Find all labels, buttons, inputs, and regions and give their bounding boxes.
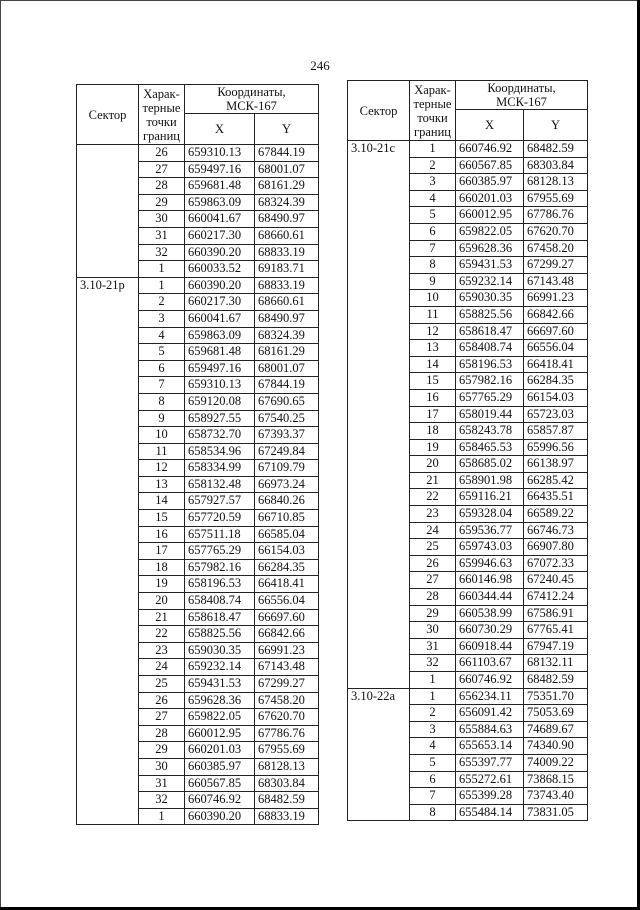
y-coordinate-cell: 68490.97 <box>255 211 319 228</box>
x-coordinate-cell: 657765.29 <box>185 543 255 560</box>
table-row <box>77 145 319 162</box>
point-number-cell: 15 <box>139 510 185 527</box>
y-coordinate-cell: 74689.67 <box>524 721 588 738</box>
point-number-cell: 7 <box>410 240 456 257</box>
y-coordinate-cell: 75351.70 <box>524 688 588 705</box>
y-coordinate-cell: 66842.66 <box>524 306 588 323</box>
point-number-cell: 30 <box>139 758 185 775</box>
point-number-cell: 10 <box>410 290 456 307</box>
x-coordinate-cell: 660217.30 <box>185 227 255 244</box>
point-number-cell: 18 <box>139 559 185 576</box>
x-coordinate-cell: 657982.16 <box>185 559 255 576</box>
y-coordinate-cell: 67786.76 <box>524 207 588 224</box>
point-number-cell: 6 <box>139 360 185 377</box>
x-coordinate-cell: 658618.47 <box>185 609 255 626</box>
y-coordinate-cell: 75053.69 <box>524 705 588 722</box>
y-coordinate-cell: 68482.59 <box>524 141 588 158</box>
point-number-cell: 29 <box>410 605 456 622</box>
y-coordinate-cell: 68161.29 <box>255 178 319 195</box>
y-coordinate-cell: 66710.85 <box>255 510 319 527</box>
y-coordinate-cell: 67072.33 <box>524 555 588 572</box>
y-coordinate-cell: 73743.40 <box>524 788 588 805</box>
point-number-cell: 1 <box>139 808 185 825</box>
x-coordinate-cell: 660033.52 <box>185 261 255 278</box>
x-coordinate-cell: 659628.36 <box>456 240 524 257</box>
point-number-cell: 1 <box>410 688 456 705</box>
point-number-cell: 16 <box>410 389 456 406</box>
x-coordinate-cell: 657765.29 <box>456 389 524 406</box>
y-coordinate-cell: 67947.19 <box>524 638 588 655</box>
point-number-cell: 3 <box>139 310 185 327</box>
y-coordinate-cell: 73831.05 <box>524 804 588 821</box>
y-coordinate-cell: 67765.41 <box>524 622 588 639</box>
header-points-text: Харак- терные точки границ <box>142 86 181 143</box>
coordinates-table-left <box>76 84 319 825</box>
x-coordinate-cell: 660385.97 <box>185 758 255 775</box>
y-coordinate-cell: 66285.42 <box>524 472 588 489</box>
x-coordinate-cell: 660012.95 <box>456 207 524 224</box>
y-coordinate-cell: 67955.69 <box>255 742 319 759</box>
header-y: Y <box>524 110 588 141</box>
x-coordinate-cell: 659536.77 <box>456 522 524 539</box>
y-coordinate-cell: 66842.66 <box>255 626 319 643</box>
x-coordinate-cell: 660730.29 <box>456 622 524 639</box>
x-coordinate-cell: 659497.16 <box>185 360 255 377</box>
x-coordinate-cell: 659120.08 <box>185 393 255 410</box>
point-number-cell: 12 <box>139 460 185 477</box>
y-coordinate-cell: 68001.07 <box>255 161 319 178</box>
y-coordinate-cell: 68833.19 <box>255 808 319 825</box>
y-coordinate-cell: 67620.70 <box>255 709 319 726</box>
point-number-cell: 9 <box>410 273 456 290</box>
coordinates-table-right <box>347 80 588 821</box>
y-coordinate-cell: 67240.45 <box>524 572 588 589</box>
point-number-cell: 22 <box>410 489 456 506</box>
y-coordinate-cell: 66697.60 <box>524 323 588 340</box>
x-coordinate-cell: 655397.77 <box>456 754 524 771</box>
point-number-cell: 1 <box>139 277 185 294</box>
y-coordinate-cell: 67393.37 <box>255 427 319 444</box>
x-coordinate-cell: 658196.53 <box>185 576 255 593</box>
point-number-cell: 4 <box>410 738 456 755</box>
y-coordinate-cell: 68833.19 <box>255 244 319 261</box>
x-coordinate-cell: 656091.42 <box>456 705 524 722</box>
point-number-cell: 31 <box>410 638 456 655</box>
point-number-cell: 26 <box>139 692 185 709</box>
point-number-cell: 16 <box>139 526 185 543</box>
point-number-cell: 5 <box>139 344 185 361</box>
y-coordinate-cell: 66418.41 <box>255 576 319 593</box>
y-coordinate-cell: 69183.71 <box>255 261 319 278</box>
sector-cell: 3.10-21р <box>77 277 139 825</box>
x-coordinate-cell: 660201.03 <box>456 190 524 207</box>
y-coordinate-cell: 66154.03 <box>524 389 588 406</box>
header-x: X <box>185 114 255 145</box>
header-y: Y <box>255 114 319 145</box>
x-coordinate-cell: 658465.53 <box>456 439 524 456</box>
y-coordinate-cell: 65857.87 <box>524 423 588 440</box>
x-coordinate-cell: 657511.18 <box>185 526 255 543</box>
x-coordinate-cell: 656234.11 <box>456 688 524 705</box>
point-number-cell: 14 <box>139 493 185 510</box>
point-number-cell: 28 <box>410 589 456 606</box>
point-number-cell: 27 <box>139 709 185 726</box>
page-edge-left <box>0 0 1 910</box>
x-coordinate-cell: 660746.92 <box>456 672 524 689</box>
point-number-cell: 18 <box>410 423 456 440</box>
x-coordinate-cell: 659822.05 <box>456 223 524 240</box>
table-body-left <box>77 145 319 825</box>
table-row <box>77 277 319 294</box>
y-coordinate-cell: 73868.15 <box>524 771 588 788</box>
y-coordinate-cell: 65996.56 <box>524 439 588 456</box>
point-number-cell: 5 <box>410 754 456 771</box>
point-number-cell: 17 <box>139 543 185 560</box>
y-coordinate-cell: 67109.79 <box>255 460 319 477</box>
x-coordinate-cell: 659328.04 <box>456 506 524 523</box>
point-number-cell: 1 <box>139 261 185 278</box>
x-coordinate-cell: 658685.02 <box>456 456 524 473</box>
y-coordinate-cell: 68128.13 <box>524 174 588 191</box>
point-number-cell: 23 <box>410 506 456 523</box>
point-number-cell: 11 <box>410 306 456 323</box>
y-coordinate-cell: 67586.91 <box>524 605 588 622</box>
point-number-cell: 24 <box>139 659 185 676</box>
y-coordinate-cell: 66284.35 <box>524 373 588 390</box>
y-coordinate-cell: 66991.23 <box>524 290 588 307</box>
x-coordinate-cell: 660201.03 <box>185 742 255 759</box>
point-number-cell: 2 <box>410 157 456 174</box>
x-coordinate-cell: 661103.67 <box>456 655 524 672</box>
x-coordinate-cell: 658334.99 <box>185 460 255 477</box>
x-coordinate-cell: 658732.70 <box>185 427 255 444</box>
header-points <box>139 85 185 145</box>
x-coordinate-cell: 659946.63 <box>456 555 524 572</box>
y-coordinate-cell: 68001.07 <box>255 360 319 377</box>
y-coordinate-cell: 68482.59 <box>255 792 319 809</box>
point-number-cell: 12 <box>410 323 456 340</box>
y-coordinate-cell: 67540.25 <box>255 410 319 427</box>
header-x: X <box>456 110 524 141</box>
x-coordinate-cell: 660012.95 <box>185 725 255 742</box>
x-coordinate-cell: 659310.13 <box>185 145 255 162</box>
y-coordinate-cell: 68132.11 <box>524 655 588 672</box>
y-coordinate-cell: 74340.90 <box>524 738 588 755</box>
point-number-cell: 9 <box>139 410 185 427</box>
point-number-cell: 23 <box>139 642 185 659</box>
x-coordinate-cell: 659681.48 <box>185 178 255 195</box>
x-coordinate-cell: 658408.74 <box>456 340 524 357</box>
x-coordinate-cell: 658019.44 <box>456 406 524 423</box>
x-coordinate-cell: 660918.44 <box>456 638 524 655</box>
x-coordinate-cell: 658927.55 <box>185 410 255 427</box>
x-coordinate-cell: 657720.59 <box>185 510 255 527</box>
table-body-right <box>348 141 588 821</box>
y-coordinate-cell: 67955.69 <box>524 190 588 207</box>
x-coordinate-cell: 659863.09 <box>185 194 255 211</box>
x-coordinate-cell: 660385.97 <box>456 174 524 191</box>
y-coordinate-cell: 66746.73 <box>524 522 588 539</box>
point-number-cell: 7 <box>139 377 185 394</box>
x-coordinate-cell: 658825.56 <box>185 626 255 643</box>
y-coordinate-cell: 66154.03 <box>255 543 319 560</box>
point-number-cell: 21 <box>410 472 456 489</box>
point-number-cell: 2 <box>139 294 185 311</box>
point-number-cell: 19 <box>410 439 456 456</box>
x-coordinate-cell: 659822.05 <box>185 709 255 726</box>
x-coordinate-cell: 660567.85 <box>185 775 255 792</box>
y-coordinate-cell: 68660.61 <box>255 227 319 244</box>
y-coordinate-cell: 66138.97 <box>524 456 588 473</box>
header-points <box>410 81 456 141</box>
y-coordinate-cell: 66284.35 <box>255 559 319 576</box>
x-coordinate-cell: 657982.16 <box>456 373 524 390</box>
x-coordinate-cell: 660390.20 <box>185 277 255 294</box>
y-coordinate-cell: 67690.65 <box>255 393 319 410</box>
header-sector: Сектор <box>77 85 139 145</box>
y-coordinate-cell: 67249.84 <box>255 443 319 460</box>
point-number-cell: 6 <box>410 771 456 788</box>
y-coordinate-cell: 67620.70 <box>524 223 588 240</box>
y-coordinate-cell: 68482.59 <box>524 672 588 689</box>
y-coordinate-cell: 68324.39 <box>255 194 319 211</box>
x-coordinate-cell: 659310.13 <box>185 377 255 394</box>
point-number-cell: 8 <box>410 257 456 274</box>
x-coordinate-cell: 655484.14 <box>456 804 524 821</box>
header-points-text: Харак- терные точки границ <box>413 82 452 139</box>
x-coordinate-cell: 660746.92 <box>185 792 255 809</box>
point-number-cell: 8 <box>139 393 185 410</box>
point-number-cell: 2 <box>410 705 456 722</box>
x-coordinate-cell: 658243.78 <box>456 423 524 440</box>
y-coordinate-cell: 67458.20 <box>524 240 588 257</box>
point-number-cell: 30 <box>410 622 456 639</box>
x-coordinate-cell: 660041.67 <box>185 310 255 327</box>
x-coordinate-cell: 660538.99 <box>456 605 524 622</box>
point-number-cell: 3 <box>410 174 456 191</box>
x-coordinate-cell: 658618.47 <box>456 323 524 340</box>
y-coordinate-cell: 67412.24 <box>524 589 588 606</box>
x-coordinate-cell: 660390.20 <box>185 808 255 825</box>
point-number-cell: 28 <box>139 178 185 195</box>
x-coordinate-cell: 658534.96 <box>185 443 255 460</box>
point-number-cell: 1 <box>410 141 456 158</box>
y-coordinate-cell: 67299.27 <box>524 257 588 274</box>
point-number-cell: 26 <box>410 555 456 572</box>
point-number-cell: 25 <box>139 676 185 693</box>
point-number-cell: 15 <box>410 373 456 390</box>
y-coordinate-cell: 68303.84 <box>524 157 588 174</box>
point-number-cell: 6 <box>410 223 456 240</box>
x-coordinate-cell: 659030.35 <box>456 290 524 307</box>
x-coordinate-cell: 659232.14 <box>185 659 255 676</box>
point-number-cell: 19 <box>139 576 185 593</box>
point-number-cell: 32 <box>139 792 185 809</box>
x-coordinate-cell: 658825.56 <box>456 306 524 323</box>
x-coordinate-cell: 660567.85 <box>456 157 524 174</box>
point-number-cell: 28 <box>139 725 185 742</box>
y-coordinate-cell: 66991.23 <box>255 642 319 659</box>
x-coordinate-cell: 655653.14 <box>456 738 524 755</box>
point-number-cell: 7 <box>410 788 456 805</box>
sector-cell: 3.10-22а <box>348 688 410 821</box>
x-coordinate-cell: 660344.44 <box>456 589 524 606</box>
point-number-cell: 8 <box>410 804 456 821</box>
header-sector: Сектор <box>348 81 410 141</box>
y-coordinate-cell: 68303.84 <box>255 775 319 792</box>
y-coordinate-cell: 68324.39 <box>255 327 319 344</box>
y-coordinate-cell: 66585.04 <box>255 526 319 543</box>
x-coordinate-cell: 659232.14 <box>456 273 524 290</box>
point-number-cell: 32 <box>410 655 456 672</box>
x-coordinate-cell: 660390.20 <box>185 244 255 261</box>
x-coordinate-cell: 657927.57 <box>185 493 255 510</box>
x-coordinate-cell: 659431.53 <box>456 257 524 274</box>
y-coordinate-cell: 66840.26 <box>255 493 319 510</box>
point-number-cell: 30 <box>139 211 185 228</box>
x-coordinate-cell: 659743.03 <box>456 539 524 556</box>
x-coordinate-cell: 655399.28 <box>456 788 524 805</box>
x-coordinate-cell: 660146.98 <box>456 572 524 589</box>
point-number-cell: 31 <box>139 227 185 244</box>
point-number-cell: 1 <box>410 672 456 689</box>
header-coords <box>456 81 588 110</box>
x-coordinate-cell: 659431.53 <box>185 676 255 693</box>
point-number-cell: 25 <box>410 539 456 556</box>
sector-cell: 3.10-21с <box>348 141 410 689</box>
page-number: 246 <box>310 58 330 73</box>
y-coordinate-cell: 68490.97 <box>255 310 319 327</box>
header-coords-text: Координаты, МСК-167 <box>217 85 286 113</box>
y-coordinate-cell: 68128.13 <box>255 758 319 775</box>
header-coords <box>185 85 319 114</box>
table-row <box>348 141 588 158</box>
y-coordinate-cell: 67786.76 <box>255 725 319 742</box>
y-coordinate-cell: 66418.41 <box>524 356 588 373</box>
point-number-cell: 26 <box>139 145 185 162</box>
point-number-cell: 13 <box>410 340 456 357</box>
x-coordinate-cell: 659681.48 <box>185 344 255 361</box>
y-coordinate-cell: 67844.19 <box>255 377 319 394</box>
y-coordinate-cell: 68660.61 <box>255 294 319 311</box>
y-coordinate-cell: 67143.48 <box>524 273 588 290</box>
x-coordinate-cell: 658132.48 <box>185 476 255 493</box>
y-coordinate-cell: 67458.20 <box>255 692 319 709</box>
y-coordinate-cell: 66697.60 <box>255 609 319 626</box>
point-number-cell: 5 <box>410 207 456 224</box>
point-number-cell: 17 <box>410 406 456 423</box>
point-number-cell: 3 <box>410 721 456 738</box>
point-number-cell: 32 <box>139 244 185 261</box>
point-number-cell: 24 <box>410 522 456 539</box>
y-coordinate-cell: 68833.19 <box>255 277 319 294</box>
point-number-cell: 13 <box>139 476 185 493</box>
point-number-cell: 14 <box>410 356 456 373</box>
x-coordinate-cell: 655884.63 <box>456 721 524 738</box>
point-number-cell: 29 <box>139 194 185 211</box>
table-row <box>348 688 588 705</box>
point-number-cell: 21 <box>139 609 185 626</box>
y-coordinate-cell: 67844.19 <box>255 145 319 162</box>
y-coordinate-cell: 66973.24 <box>255 476 319 493</box>
point-number-cell: 11 <box>139 443 185 460</box>
x-coordinate-cell: 659628.36 <box>185 692 255 709</box>
point-number-cell: 22 <box>139 626 185 643</box>
x-coordinate-cell: 658901.98 <box>456 472 524 489</box>
point-number-cell: 10 <box>139 427 185 444</box>
y-coordinate-cell: 66435.51 <box>524 489 588 506</box>
x-coordinate-cell: 658408.74 <box>185 593 255 610</box>
point-number-cell: 29 <box>139 742 185 759</box>
y-coordinate-cell: 68161.29 <box>255 344 319 361</box>
point-number-cell: 31 <box>139 775 185 792</box>
y-coordinate-cell: 74009.22 <box>524 754 588 771</box>
point-number-cell: 4 <box>410 190 456 207</box>
y-coordinate-cell: 66556.04 <box>524 340 588 357</box>
point-number-cell: 27 <box>410 572 456 589</box>
x-coordinate-cell: 659497.16 <box>185 161 255 178</box>
y-coordinate-cell: 66556.04 <box>255 593 319 610</box>
x-coordinate-cell: 659863.09 <box>185 327 255 344</box>
point-number-cell: 20 <box>410 456 456 473</box>
x-coordinate-cell: 660217.30 <box>185 294 255 311</box>
x-coordinate-cell: 660041.67 <box>185 211 255 228</box>
y-coordinate-cell: 66907.80 <box>524 539 588 556</box>
y-coordinate-cell: 65723.03 <box>524 406 588 423</box>
point-number-cell: 20 <box>139 593 185 610</box>
sector-cell <box>77 145 139 278</box>
x-coordinate-cell: 659030.35 <box>185 642 255 659</box>
x-coordinate-cell: 659116.21 <box>456 489 524 506</box>
page-edge-top <box>0 0 640 1</box>
y-coordinate-cell: 67143.48 <box>255 659 319 676</box>
header-coords-text: Координаты, МСК-167 <box>487 81 556 109</box>
point-number-cell: 27 <box>139 161 185 178</box>
y-coordinate-cell: 67299.27 <box>255 676 319 693</box>
point-number-cell: 4 <box>139 327 185 344</box>
y-coordinate-cell: 66589.22 <box>524 506 588 523</box>
x-coordinate-cell: 658196.53 <box>456 356 524 373</box>
x-coordinate-cell: 655272.61 <box>456 771 524 788</box>
x-coordinate-cell: 660746.92 <box>456 141 524 158</box>
